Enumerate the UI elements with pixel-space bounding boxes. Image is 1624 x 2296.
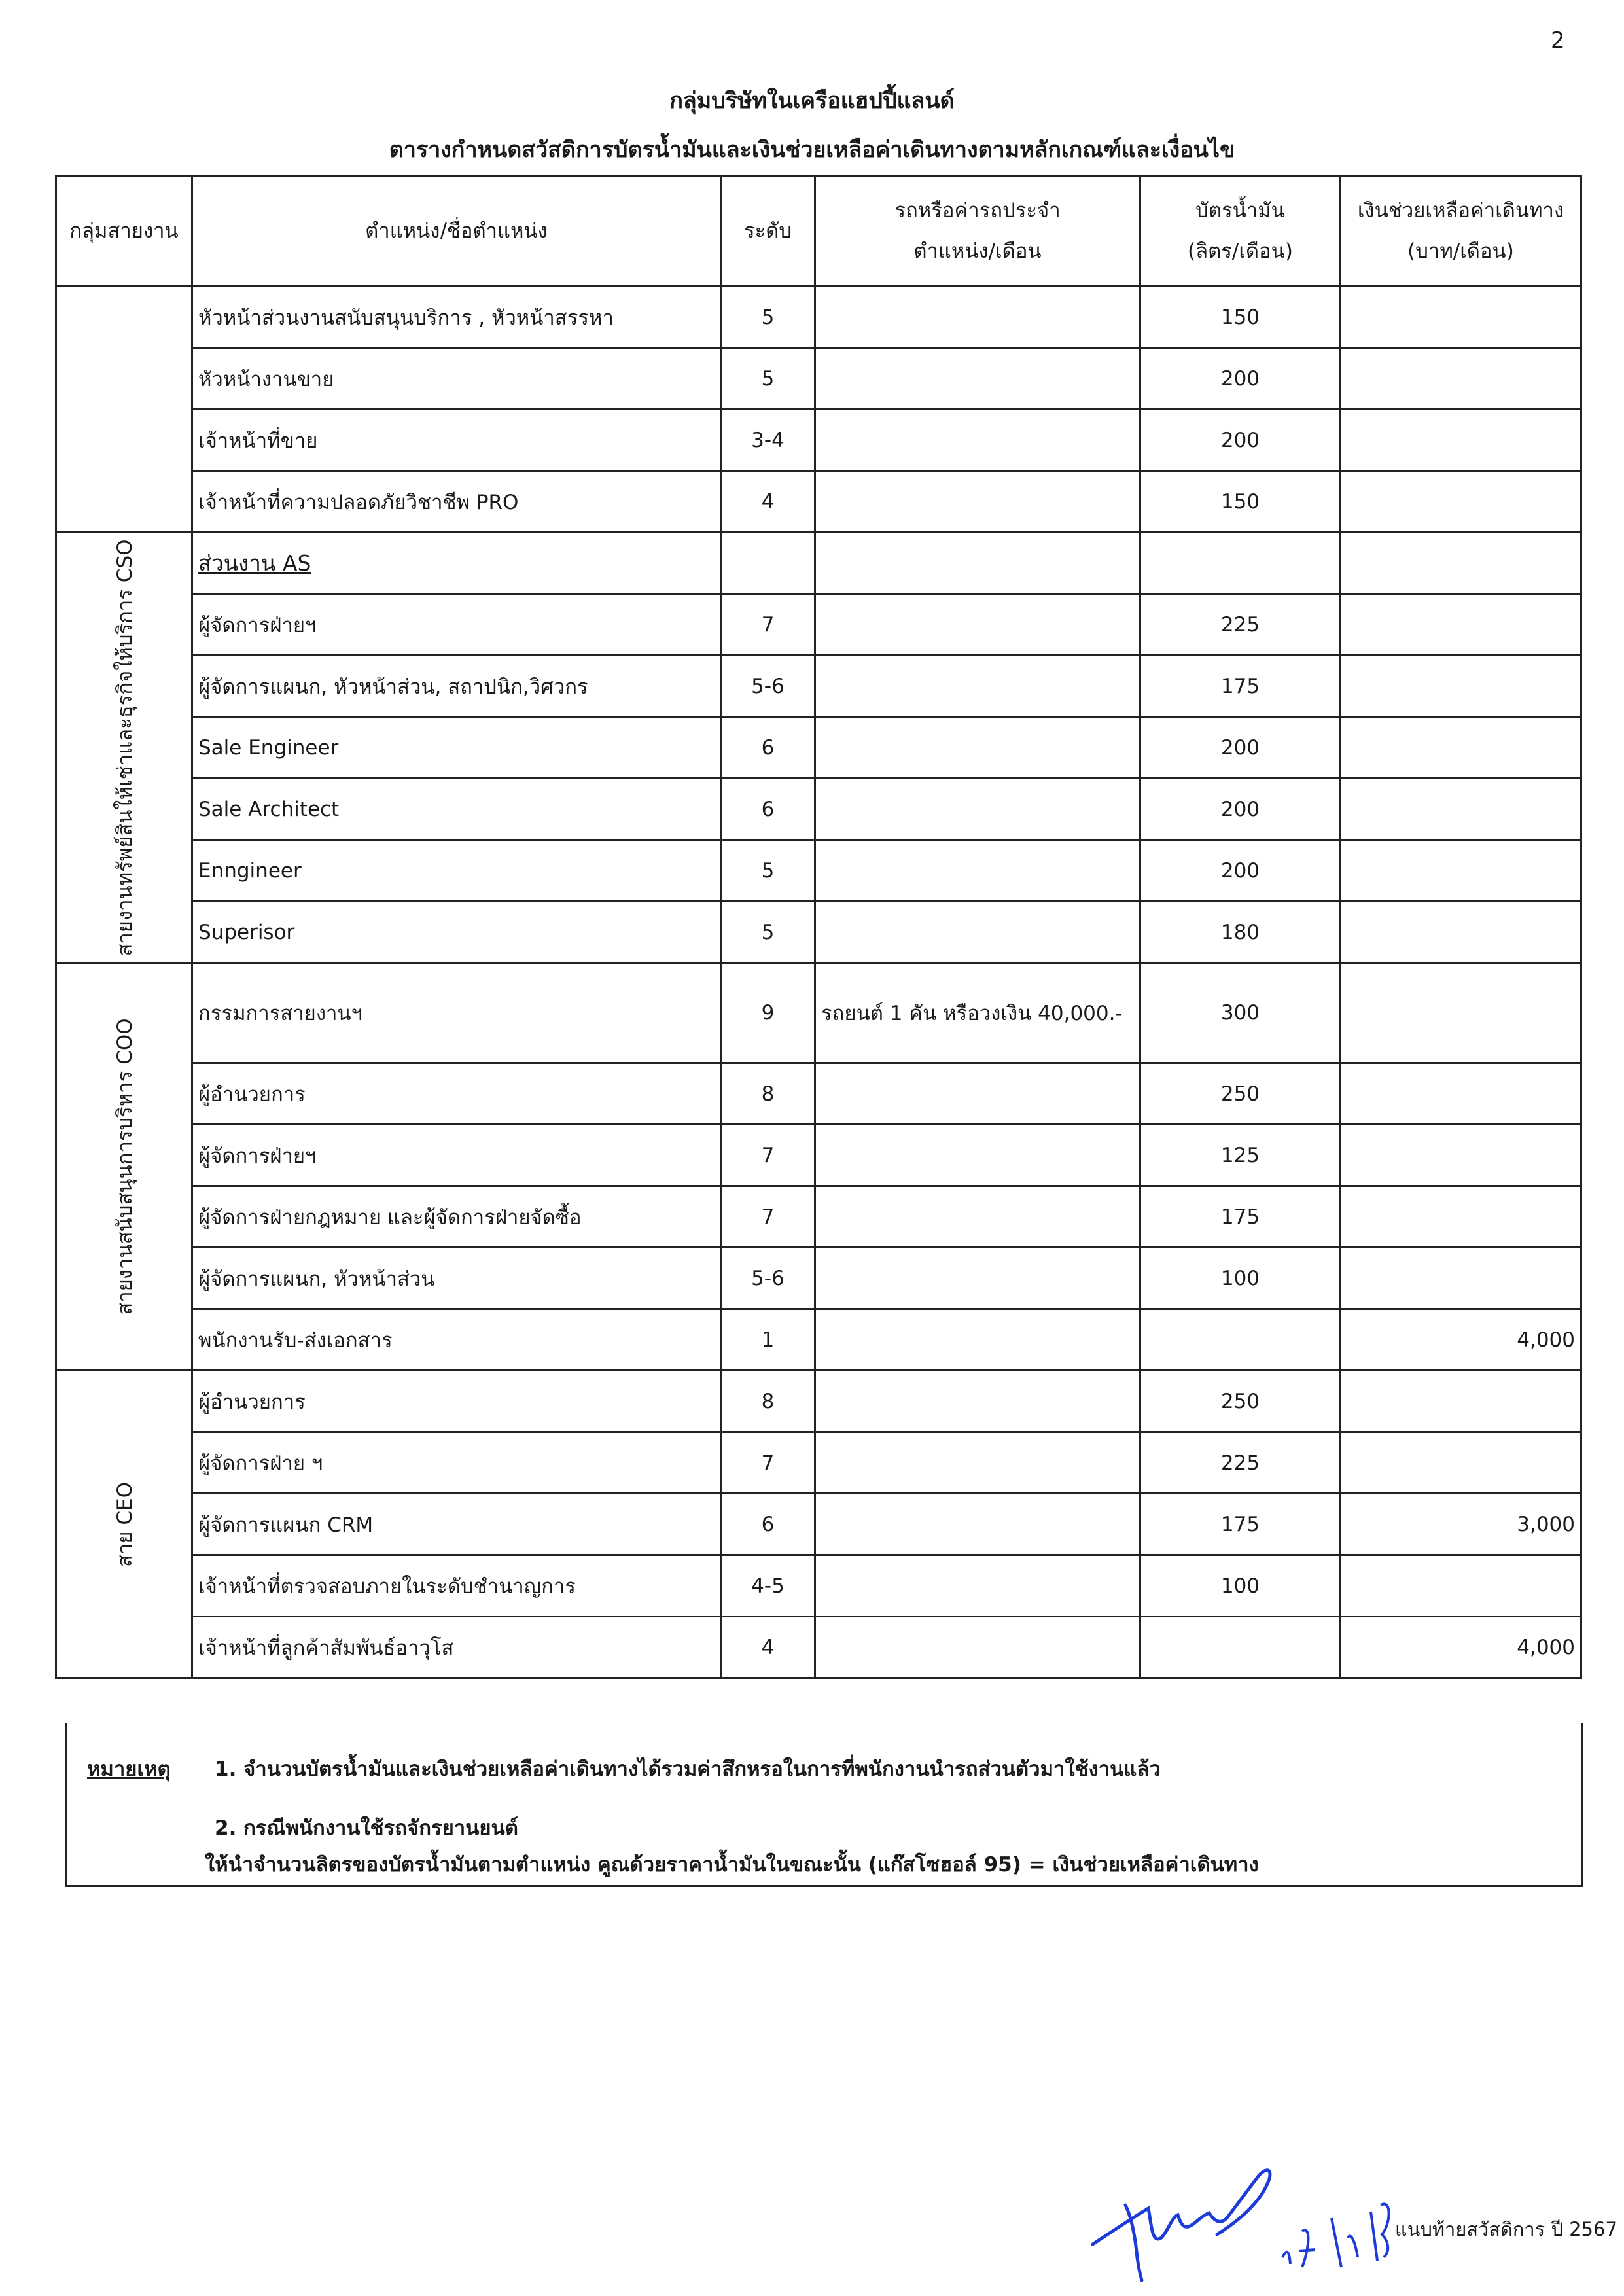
car-cell [815, 594, 1140, 656]
fuel-cell: 150 [1140, 471, 1341, 533]
allowance-cell [1341, 410, 1581, 471]
fuel-cell: 200 [1140, 779, 1341, 840]
level-cell: 6 [721, 1494, 815, 1555]
table-row [56, 1309, 1581, 1371]
allowance-cell: 4,000 [1341, 1309, 1581, 1371]
fuel-cell: 200 [1140, 410, 1341, 471]
position-cell: Enngineer [192, 840, 721, 902]
table-row [56, 1555, 1581, 1617]
position-cell: ผู้จัดการแผนก, หัวหน้าส่วน, สถาปนิก,วิศวกร [192, 656, 721, 717]
level-cell: 8 [721, 1063, 815, 1125]
header-position: ตำแหน่ง/ชื่อตำแหน่ง [192, 176, 721, 287]
fuel-cell: 300 [1140, 963, 1341, 1063]
header-row [56, 176, 1581, 287]
position-cell: ผู้จัดการแผนก, หัวหน้าส่วน [192, 1248, 721, 1309]
allowance-cell [1341, 1125, 1581, 1186]
fuel-cell: 100 [1140, 1248, 1341, 1309]
car-cell [815, 1432, 1140, 1494]
level-cell: 4 [721, 1617, 815, 1678]
section-title-as: ส่วนงาน AS [192, 533, 721, 594]
car-cell [815, 533, 1140, 594]
table-row [56, 717, 1581, 779]
table-row [56, 963, 1581, 1063]
attachment-caption: แนบท้ายสวัสดิการ ปี 2567 [1395, 2218, 1617, 2240]
table-row [56, 594, 1581, 656]
level-cell: 5-6 [721, 1248, 815, 1309]
car-cell [815, 779, 1140, 840]
level-cell: 5 [721, 902, 815, 963]
table-row [56, 1432, 1581, 1494]
fuel-cell: 175 [1140, 1186, 1341, 1248]
allowance-cell [1341, 1186, 1581, 1248]
position-cell: ผู้อำนวยการ [192, 1063, 721, 1125]
allowance-cell [1341, 348, 1581, 410]
table-row [56, 410, 1581, 471]
allowance-cell [1341, 963, 1581, 1063]
car-cell [815, 1309, 1140, 1371]
group-cell-ceo [56, 1371, 192, 1678]
position-cell: Sale Engineer [192, 717, 721, 779]
car-cell [815, 840, 1140, 902]
table-row [56, 1494, 1581, 1555]
table-row [56, 1186, 1581, 1248]
table-row [56, 287, 1581, 348]
fuel-cell: 225 [1140, 594, 1341, 656]
allowance-cell [1341, 287, 1581, 348]
fuel-cell: 150 [1140, 287, 1341, 348]
handwritten-signature [1086, 2153, 1394, 2284]
fuel-cell: 250 [1140, 1371, 1341, 1432]
level-cell: 4 [721, 471, 815, 533]
level-cell: 6 [721, 717, 815, 779]
allowance-cell [1341, 1371, 1581, 1432]
group-label-coo: สายงานสนับสนุนการบริหาร COO [113, 1018, 137, 1315]
car-cell [815, 1063, 1140, 1125]
car-cell [815, 1186, 1140, 1248]
allowance-cell [1341, 533, 1581, 594]
fuel-cell: 200 [1140, 840, 1341, 902]
level-cell: 5 [721, 840, 815, 902]
allowance-cell [1341, 902, 1581, 963]
header-allowance: เงินช่วยเหลือค่าเดินทาง (บาท/เดือน) [1341, 176, 1581, 287]
position-cell: ผู้จัดการฝ่าย ฯ [192, 1432, 721, 1494]
position-cell: Superisor [192, 902, 721, 963]
level-cell: 7 [721, 1186, 815, 1248]
level-cell: 1 [721, 1309, 815, 1371]
car-cell: รถยนต์ 1 คัน หรือวงเงิน 40,000.- [815, 963, 1140, 1063]
notes-label: หมายเหตุ [87, 1757, 171, 1781]
welfare-table [55, 175, 1582, 1679]
allowance-cell [1341, 1432, 1581, 1494]
table-row [56, 1371, 1581, 1432]
page-number: 2 [1551, 27, 1565, 54]
position-cell: Sale Architect [192, 779, 721, 840]
level-cell: 7 [721, 1125, 815, 1186]
allowance-cell: 3,000 [1341, 1494, 1581, 1555]
group-label-cso: สายงานทรัพย์สินให้เช่าและธุรกิจให้บริการ CSO [113, 539, 137, 957]
car-cell [815, 656, 1140, 717]
allowance-cell [1341, 594, 1581, 656]
position-cell: เจ้าหน้าที่ลูกค้าสัมพันธ์อาวุโส [192, 1617, 721, 1678]
allowance-cell [1341, 779, 1581, 840]
header-fuel: บัตรน้ำมัน (ลิตร/เดือน) [1140, 176, 1341, 287]
org-title: กลุ่มบริษัทในเครือแฮปปี้แลนด์ [669, 88, 955, 114]
position-cell: ผู้จัดการฝ่ายฯ [192, 594, 721, 656]
table-row [56, 779, 1581, 840]
position-cell: เจ้าหน้าที่ตรวจสอบภายในระดับชำนาญการ [192, 1555, 721, 1617]
car-cell [815, 348, 1140, 410]
fuel-cell: 200 [1140, 348, 1341, 410]
level-cell: 3-4 [721, 410, 815, 471]
header-car: รถหรือค่ารถประจำ ตำแหน่ง/เดือน [815, 176, 1140, 287]
note-2: 2. กรณีพนักงานใช้รถจักรยานยนต์ [215, 1816, 518, 1840]
table-row [56, 471, 1581, 533]
group-cell-cso [56, 533, 192, 963]
allowance-cell [1341, 717, 1581, 779]
car-cell [815, 1248, 1140, 1309]
header-group: กลุ่มสายงาน [56, 176, 192, 287]
fuel-cell: 100 [1140, 1555, 1341, 1617]
allowance-cell [1341, 471, 1581, 533]
level-cell: 4-5 [721, 1555, 815, 1617]
position-cell: ผู้จัดการฝ่ายกฎหมาย และผู้จัดการฝ่ายจัดซื้อ [192, 1186, 721, 1248]
car-cell [815, 1371, 1140, 1432]
car-cell [815, 287, 1140, 348]
fuel-cell: 200 [1140, 717, 1341, 779]
level-cell: 9 [721, 963, 815, 1063]
notes-box [65, 1723, 1583, 1887]
note-1: 1. จำนวนบัตรน้ำมันและเงินช่วยเหลือค่าเดินทางได้รวมค่าสึกหรอในการที่พนักงานนำรถส่วนตัวมาใช้งานแล้ว [215, 1757, 1161, 1781]
position-cell: เจ้าหน้าที่ความปลอดภัยวิชาชีพ PRO [192, 471, 721, 533]
group-cell-coo [56, 963, 192, 1371]
car-cell [815, 1125, 1140, 1186]
level-cell: 5 [721, 348, 815, 410]
table-row [56, 1617, 1581, 1678]
table-row [56, 348, 1581, 410]
position-cell: ผู้จัดการแผนก CRM [192, 1494, 721, 1555]
fuel-cell: 125 [1140, 1125, 1341, 1186]
fuel-cell [1140, 1309, 1341, 1371]
fuel-cell: 180 [1140, 902, 1341, 963]
car-cell [815, 1494, 1140, 1555]
position-cell: หัวหน้าส่วนงานสนับสนุนบริการ , หัวหน้าสรรหา [192, 287, 721, 348]
level-cell: 7 [721, 1432, 815, 1494]
fuel-cell: 175 [1140, 656, 1341, 717]
level-cell: 7 [721, 594, 815, 656]
group-cell-continued [56, 287, 192, 533]
table-row [56, 840, 1581, 902]
position-cell: เจ้าหน้าที่ขาย [192, 410, 721, 471]
level-cell: 6 [721, 779, 815, 840]
car-cell [815, 902, 1140, 963]
header-level: ระดับ [721, 176, 815, 287]
group-label-ceo: สาย CEO [113, 1481, 137, 1567]
allowance-cell [1341, 656, 1581, 717]
doc-title: ตารางกำหนดสวัสดิการบัตรน้ำมันและเงินช่วยเหลือค่าเดินทางตามหลักเกณฑ์และเงื่อนไข [389, 137, 1235, 163]
level-cell: 8 [721, 1371, 815, 1432]
position-cell: กรรมการสายงานฯ [192, 963, 721, 1063]
position-cell: ผู้จัดการฝ่ายฯ [192, 1125, 721, 1186]
fuel-cell: 225 [1140, 1432, 1341, 1494]
car-cell [815, 410, 1140, 471]
car-cell [815, 1555, 1140, 1617]
position-cell: หัวหน้างานขาย [192, 348, 721, 410]
allowance-cell [1341, 1063, 1581, 1125]
fuel-cell [1140, 533, 1341, 594]
fuel-cell: 250 [1140, 1063, 1341, 1125]
car-cell [815, 1617, 1140, 1678]
fuel-cell: 175 [1140, 1494, 1341, 1555]
table-row [56, 533, 1581, 594]
table-row [56, 1063, 1581, 1125]
table-row [56, 1248, 1581, 1309]
car-cell [815, 717, 1140, 779]
level-cell [721, 533, 815, 594]
allowance-cell [1341, 1555, 1581, 1617]
table-row [56, 1125, 1581, 1186]
table-row [56, 656, 1581, 717]
note-2-detail: ให้นำจำนวนลิตรของบัตรน้ำมันตามตำแหน่ง คูณด้วยราคาน้ำมันในขณะนั้น (แก๊สโซฮอล์ 95) = เงินช่วยเหลือค่าเดินทาง [205, 1853, 1259, 1877]
allowance-cell [1341, 840, 1581, 902]
car-cell [815, 471, 1140, 533]
fuel-cell [1140, 1617, 1341, 1678]
level-cell: 5-6 [721, 656, 815, 717]
allowance-cell [1341, 1248, 1581, 1309]
table-row [56, 902, 1581, 963]
level-cell: 5 [721, 287, 815, 348]
position-cell: พนักงานรับ-ส่งเอกสาร [192, 1309, 721, 1371]
allowance-cell: 4,000 [1341, 1617, 1581, 1678]
position-cell: ผู้อำนวยการ [192, 1371, 721, 1432]
